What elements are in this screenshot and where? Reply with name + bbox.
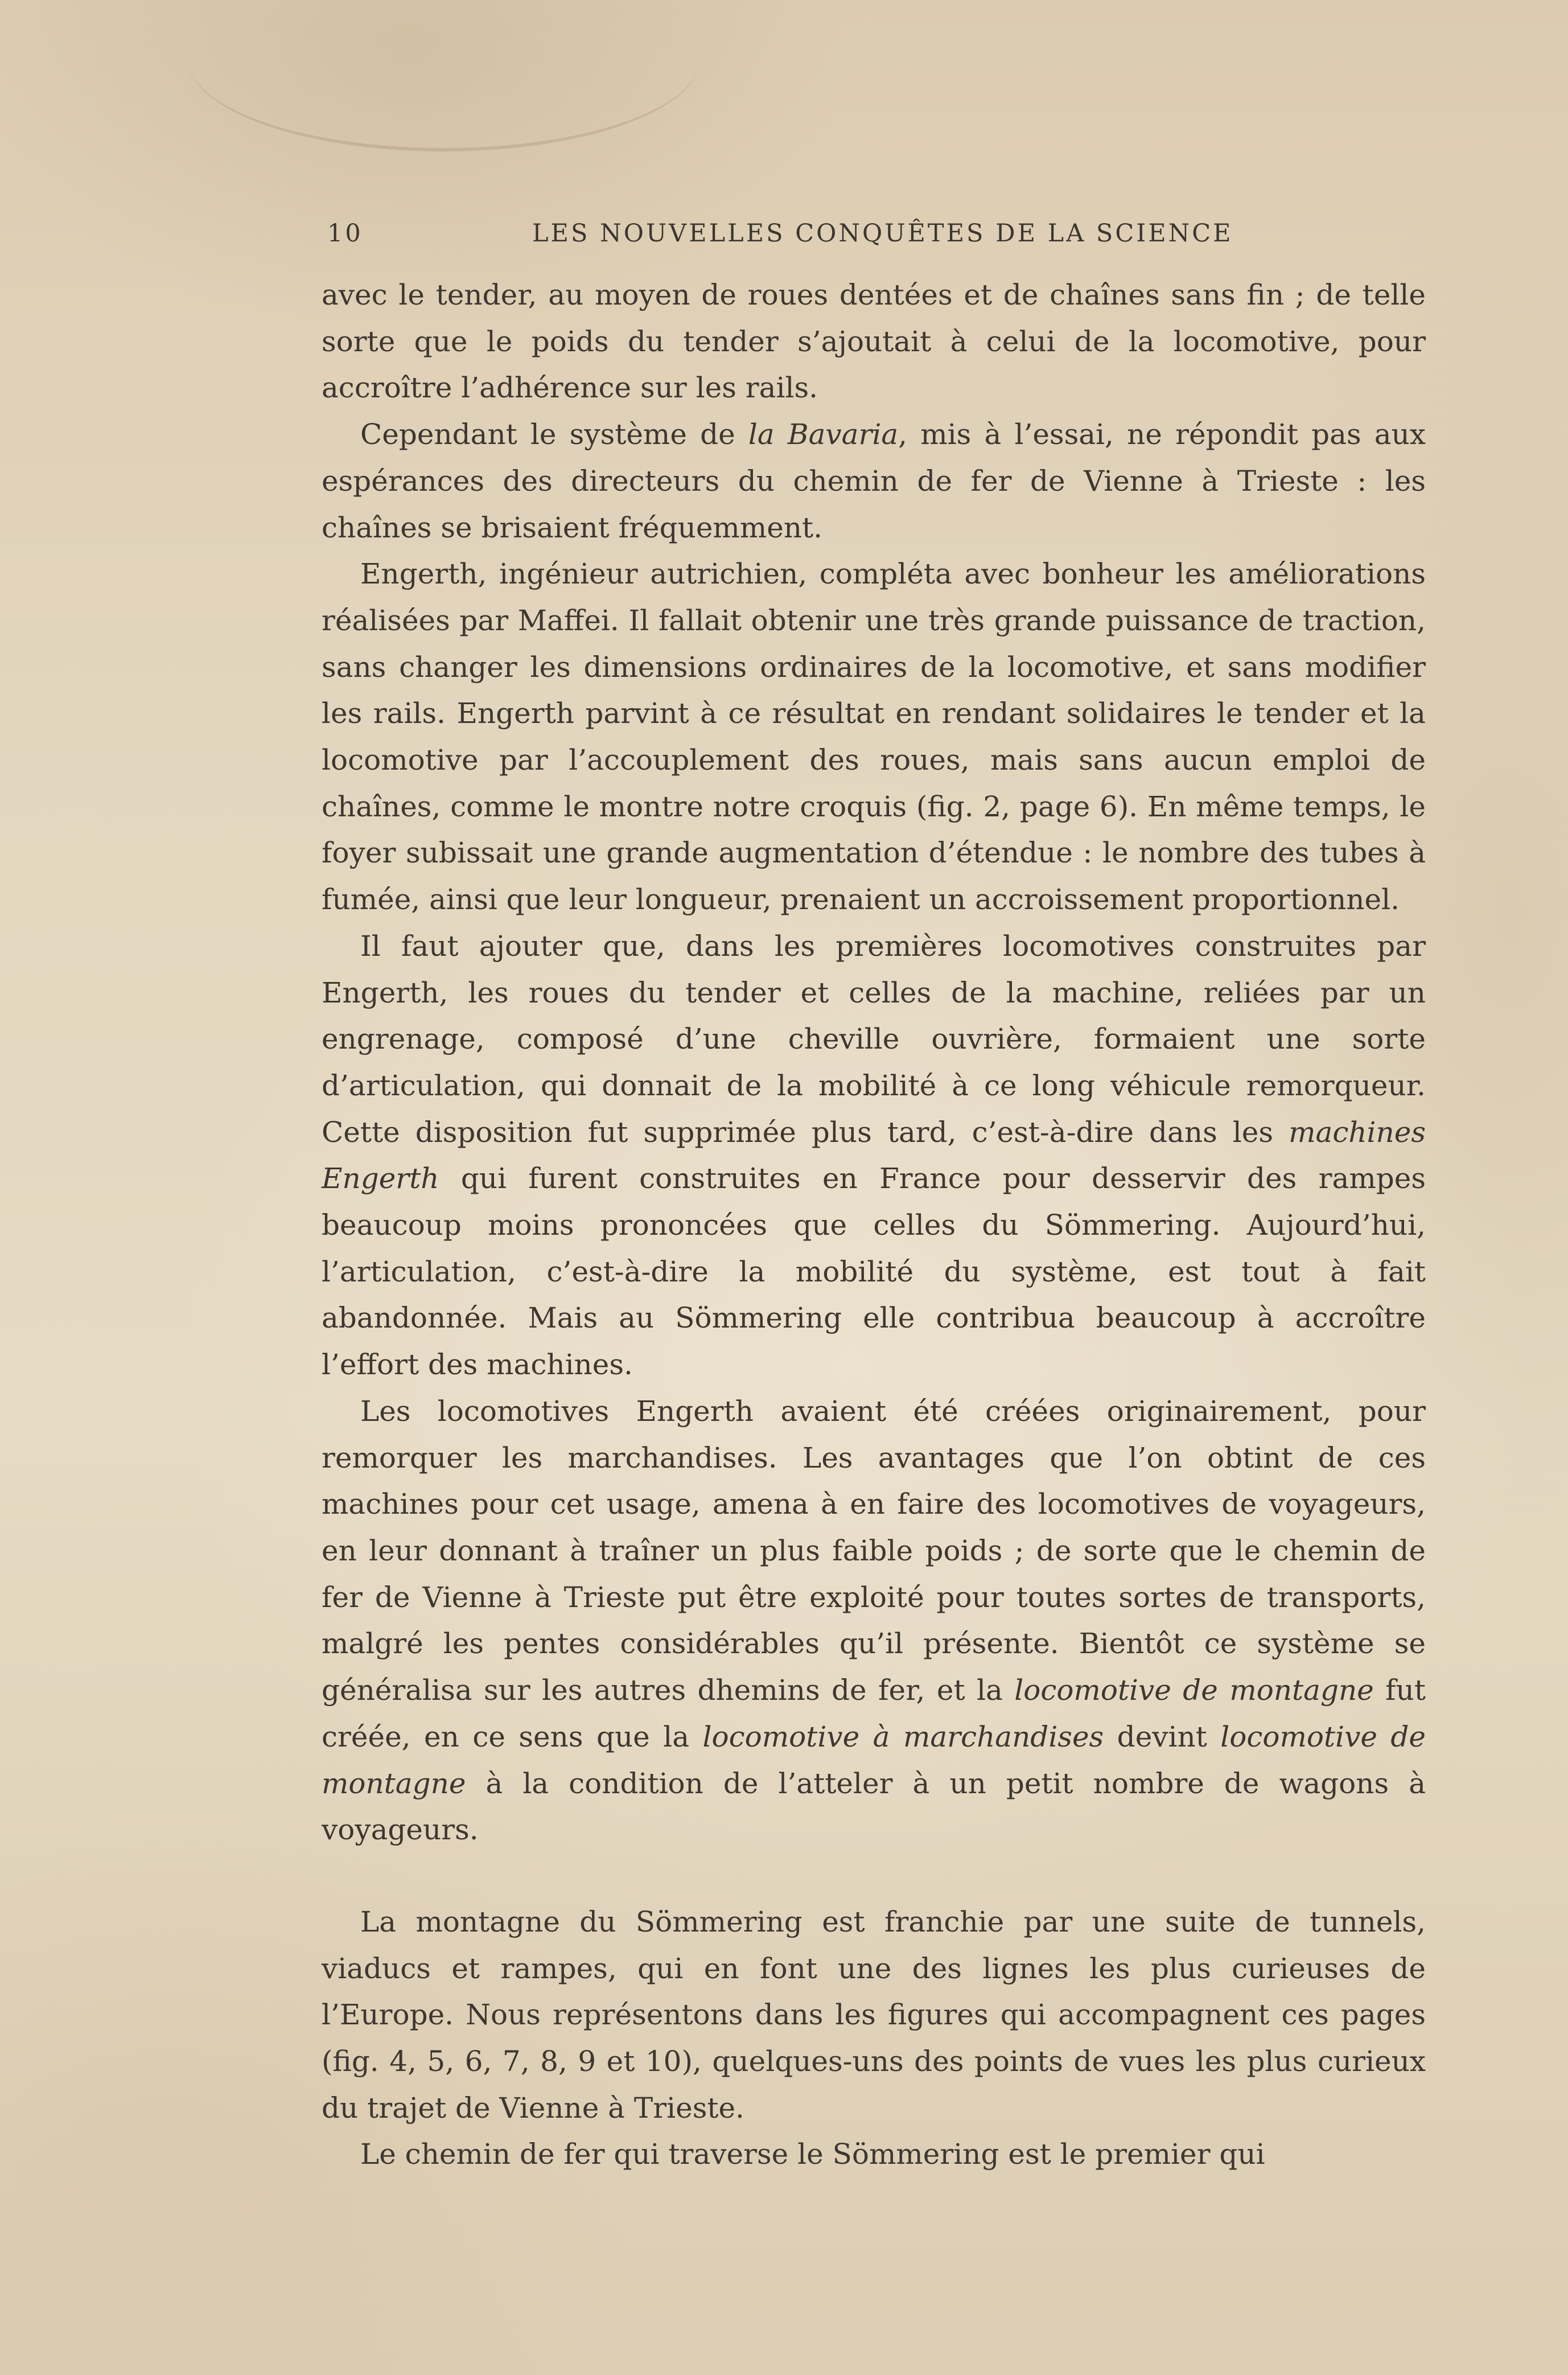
italic-segment: la Bavaria xyxy=(748,418,899,451)
italic-segment: locomotive de montagne xyxy=(1014,1674,1374,1707)
text-segment: qui furent construites en France pour desservir des rampes beaucoup moins prononcées que celles du Sömmering. Aujourd’hui, l’articulation, c’est-à-dire la mobilité du système, est tout à fait abandonnée. Mais au Sömmering elle contribua beaucoup à accroître l’effort des machines. xyxy=(322,1162,1426,1382)
page-stain xyxy=(188,0,700,151)
text-segment: Le chemin de fer qui traverse le Sömmering est le premier qui xyxy=(360,2138,1265,2171)
paragraph-2 xyxy=(322,412,1426,551)
paragraph-1 xyxy=(322,272,1426,412)
text-segment: fut créée, en ce sens que la xyxy=(322,1674,1426,1753)
paragraph-3 xyxy=(322,551,1426,923)
paragraph-5 xyxy=(322,1388,1426,1854)
text-segment: avec le tender, au moyen de roues dentées et de chaînes sans fin ; de telle sorte que le poids du tender s’ajoutait à celui de la locomotive, pour accroître l’adhérence sur les rails. xyxy=(322,278,1426,405)
paragraph-6 xyxy=(322,1899,1426,2132)
running-title: LES NOUVELLES CONQUÊTES DE LA SCIENCE xyxy=(532,219,1233,248)
running-head xyxy=(327,219,1423,248)
text-segment: Engerth, ingénieur autrichien, compléta avec bonheur les améliorations réalisées par Maffei. Il fallait obtenir une très grande puissance de traction, sans changer les dimensions ordinaires de la locomotive, et sans modifier les rails. Engerth parvint à ce résultat en rendant solidaires le tender et la locomotive par l’accouplement des roues, mais sans aucun emploi de chaînes, comme le montre notre croquis (fig. 2, page 6). En même temps, le foyer subissait une grande augmentation d’étendue : le nombre des tubes à fumée, ainsi que leur longueur, prenaient un accroissement proportionnel. xyxy=(322,557,1426,917)
text-segment: Cependant le système de xyxy=(360,418,748,451)
page-number: 10 xyxy=(327,219,363,248)
italic-segment: locomotive de montagne xyxy=(322,1720,1426,1800)
italic-segment: machines Engerth xyxy=(322,1115,1426,1195)
text-segment: devint xyxy=(1104,1720,1221,1753)
text-segment: Les locomotives Engerth avaient été créées originairement, pour remorquer les marchandises. Les avantages que l’on obtint de ces machines pour cet usage, amena à en faire des locomotives de voyageurs, en leur donnant à traîner un plus faible poids ; de sorte que le chemin de fer de Vienne à Trieste put être exploité pour toutes sortes de transports, malgré les pentes considérables qu’il présente. Bientôt ce système se généralisa sur les autres dhemins de fer, et la xyxy=(322,1394,1426,1707)
text-segment: La montagne du Sömmering est franchie par une suite de tunnels, viaducs et rampes, qui en font une des lignes les plus curieuses de l’Europe. Nous représentons dans les figures qui accompagnent ces pages (fig. 4, 5, 6, 7, 8, 9 et 10), quelques-uns des points de vues les plus curieux du trajet de Vienne à Trieste. xyxy=(322,1905,1426,2125)
body-text xyxy=(322,272,1426,2178)
italic-segment: locomotive à marchandises xyxy=(702,1720,1104,1753)
text-segment: à la condition de l’atteler à un petit nombre de wagons à voyageurs. xyxy=(322,1766,1426,1847)
text-segment: , mis à l’essai, ne répondit pas aux espérances des directeurs du chemin de fer de Vienne à Trieste : les chaînes se brisaient fréquemment. xyxy=(322,418,1426,544)
paragraph-7 xyxy=(322,2131,1426,2178)
text-segment: Il faut ajouter que, dans les premières locomotives construites par Engerth, les roues du tender et celles de la machine, reliées par un engrenage, composé d’une cheville ouvrière, formaient une sorte d’articulation, qui donnait de la mobilité à ce long véhicule remorqueur. Cette disposition fut supprimée plus tard, c’est-à-dire dans les xyxy=(322,929,1426,1149)
paragraph-4 xyxy=(322,923,1426,1388)
